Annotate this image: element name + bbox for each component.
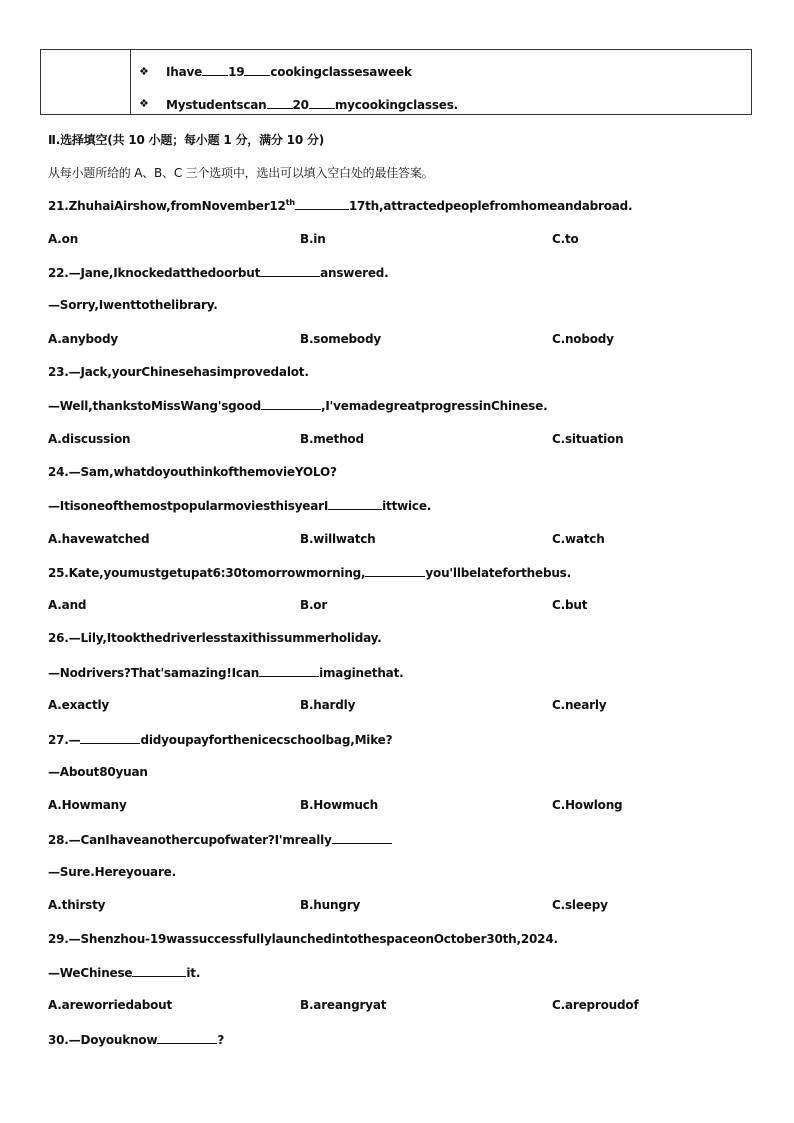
question-24-reply: —ItisoneofthemostpopularmoviesthisyearI ittwice. xyxy=(48,499,432,513)
bullet-icon: ❖ xyxy=(139,65,149,78)
question-25: 25.Kate,youmustgetupat6:30tomorrowmorning, you'llbelateforthebus. xyxy=(48,566,571,580)
option-b[interactable]: B.Howmuch xyxy=(300,798,378,812)
option-c[interactable]: C.but xyxy=(552,598,588,612)
question-22-reply: —Sorry,Iwenttothelibrary. xyxy=(48,298,218,312)
table-divider xyxy=(130,50,131,114)
question-29-reply: —WeChinese it. xyxy=(48,966,201,980)
option-a[interactable]: A.areworriedabout xyxy=(48,998,173,1012)
option-b[interactable]: B.or xyxy=(300,598,328,612)
option-c[interactable]: C.areproudof xyxy=(552,998,639,1012)
option-b[interactable]: B.hardly xyxy=(300,698,356,712)
option-a[interactable]: A.discussion xyxy=(48,432,131,446)
question-26: 26.—Lily,Itookthedriverlesstaxithissummerholiday. xyxy=(48,631,382,645)
option-c[interactable]: C.watch xyxy=(552,532,605,546)
option-a[interactable]: A.on xyxy=(48,232,79,246)
question-29: 29.—Shenzhou-19wassuccessfullylaunchedintothespaceonOctober30th,2024. xyxy=(48,932,558,946)
option-a[interactable]: A.anybody xyxy=(48,332,118,346)
question-23-reply: —Well,thankstoMissWang'sgood ,I'vemadegreatprogressinChinese. xyxy=(48,399,548,413)
option-c[interactable]: C.situation xyxy=(552,432,624,446)
question-27-reply: —About80yuan xyxy=(48,765,148,779)
question-30: 30.—Doyouknow ? xyxy=(48,1033,225,1047)
section-heading: Ⅱ.选择填空(共 10 小题；每小题 1 分，满分 10 分) xyxy=(48,133,325,147)
option-c[interactable]: C.Howlong xyxy=(552,798,623,812)
option-b[interactable]: B.method xyxy=(300,432,364,446)
option-b[interactable]: B.somebody xyxy=(300,332,381,346)
option-c[interactable]: C.nobody xyxy=(552,332,614,346)
question-28: 28.—CanIhaveanothercupofwater?I'mreally xyxy=(48,832,392,847)
option-b[interactable]: B.hungry xyxy=(300,898,361,912)
question-23: 23.—Jack,yourChinesehasimprovedalot. xyxy=(48,365,309,379)
option-b[interactable]: B.in xyxy=(300,232,326,246)
option-b[interactable]: B.willwatch xyxy=(300,532,376,546)
option-c[interactable]: C.to xyxy=(552,232,579,246)
table-row-1: Ihave 19 cookingclassesaweek xyxy=(166,65,412,79)
question-28-reply: —Sure.Hereyouare. xyxy=(48,865,176,879)
option-a[interactable]: A.and xyxy=(48,598,87,612)
question-26-reply: —Nodrivers?That'samazing!Ican imaginethat. xyxy=(48,666,404,680)
section-instruction: 从每小题所给的 A、B、C 三个选项中，选出可以填入空白处的最佳答案。 xyxy=(48,166,434,180)
option-c[interactable]: C.nearly xyxy=(552,698,607,712)
question-22: 22.—Jane,Iknockedatthedoorbut answered. xyxy=(48,266,389,280)
question-27: 27.— didyoupayforthenicecschoolbag,Mike? xyxy=(48,733,393,747)
top-table-box xyxy=(40,49,752,115)
option-a[interactable]: A.Howmany xyxy=(48,798,127,812)
option-a[interactable]: A.thirsty xyxy=(48,898,106,912)
question-24: 24.—Sam,whatdoyouthinkofthemovieYOLO? xyxy=(48,465,337,479)
table-row-2: Mystudentscan 20 mycookingclasses. xyxy=(166,98,459,112)
option-a[interactable]: A.havewatched xyxy=(48,532,150,546)
option-a[interactable]: A.exactly xyxy=(48,698,110,712)
option-b[interactable]: B.areangryat xyxy=(300,998,387,1012)
bullet-icon: ❖ xyxy=(139,97,149,110)
option-c[interactable]: C.sleepy xyxy=(552,898,608,912)
question-21: 21.ZhuhaiAirshow,fromNovember12th 17th,attractedpeoplefromhomeandabroad. xyxy=(48,198,633,213)
